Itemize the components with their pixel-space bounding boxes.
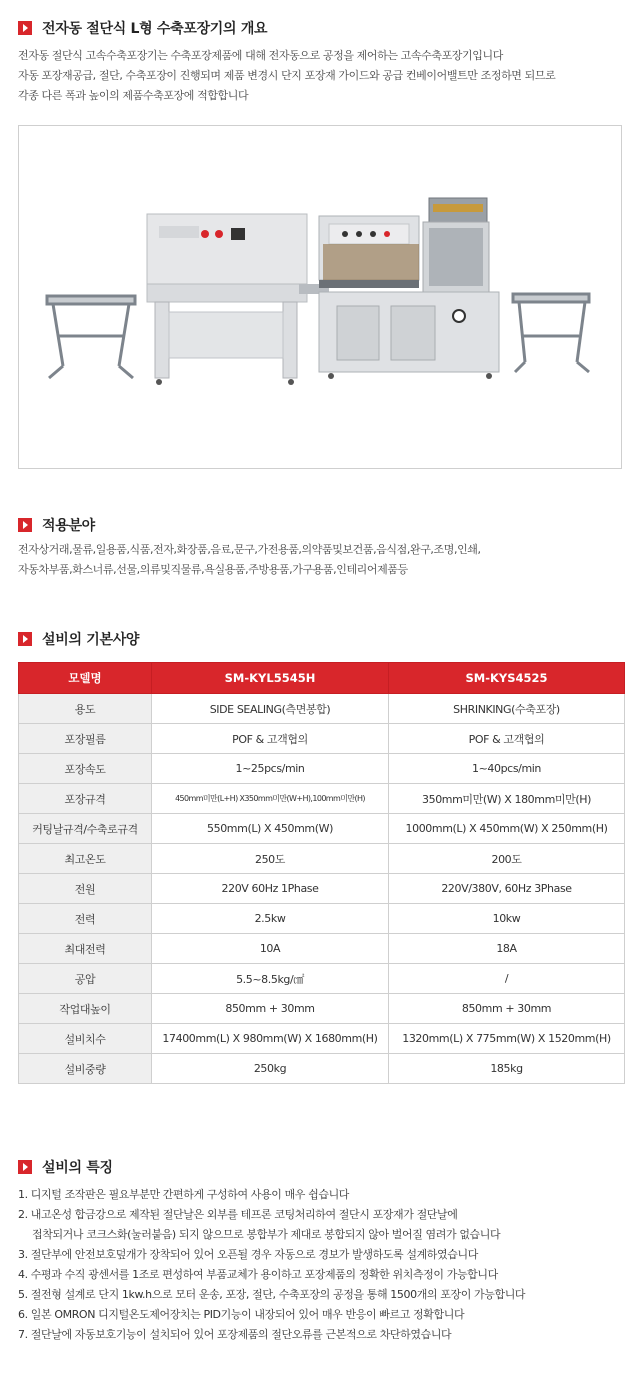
- spec-label: 작업대높이: [19, 994, 152, 1024]
- spec-row: [19, 994, 625, 1024]
- column-header-model: 모델명: [19, 663, 152, 694]
- spec-row: [19, 844, 625, 874]
- features-title: 설비의 특징: [42, 1160, 113, 1176]
- spec-value: 18A: [389, 934, 625, 964]
- spec-value: SIDE SEALING(측면봉합): [152, 694, 389, 724]
- spec-row: [19, 694, 625, 724]
- feature-item: 7. 절단날에 자동보호기능이 설치되어 있어 포장제품의 절단오류를 근본적으로 차단하였습니다: [18, 1328, 452, 1341]
- spec-label: 포장규격: [19, 784, 152, 814]
- spec-value: 850mm + 30mm: [389, 994, 625, 1024]
- spec-value: 10A: [152, 934, 389, 964]
- spec-row: [19, 754, 625, 784]
- overview-description: [18, 46, 624, 106]
- feature-item: 6. 일본 OMRON 디지털온도제어장치는 PID기능이 내장되어 있어 매우 반응이 빠르고 정확합니다: [18, 1308, 465, 1321]
- spec-row: [19, 934, 625, 964]
- applications-heading: [18, 515, 95, 535]
- spec-value: SHRINKING(수축포장): [389, 694, 625, 724]
- spec-label: 포장필름: [19, 724, 152, 754]
- spec-value: 185kg: [389, 1054, 625, 1084]
- specs-title: 설비의 기본사양: [42, 632, 140, 648]
- spec-value: 350mm미만(W) X 180mm미만(H): [389, 784, 625, 814]
- spec-value: 2.5kw: [152, 904, 389, 934]
- play-bullet-icon: [18, 518, 32, 532]
- overview-heading: [18, 18, 267, 38]
- shrink-wrap-machine-illustration: [19, 126, 621, 468]
- spec-label: 커팅날규격/수축로규격: [19, 814, 152, 844]
- specs-heading: [18, 629, 139, 649]
- spec-value: POF & 고객협의: [152, 724, 389, 754]
- spec-value: 17400mm(L) X 980mm(W) X 1680mm(H): [152, 1024, 389, 1054]
- spec-value: 850mm + 30mm: [152, 994, 389, 1024]
- column-header-model-a: SM-KYL5545H: [152, 663, 389, 694]
- spec-table: [18, 662, 625, 1084]
- overview-title: 전자동 절단식 L형 수축포장기의 개요: [42, 21, 268, 37]
- column-header-model-b: SM-KYS4525: [389, 663, 625, 694]
- spec-value: 250도: [152, 844, 389, 874]
- applications-line: 전자상거래,물류,일용품,식품,전자,화장품,음료,문구,가전용품,의약품및보건품,음식점,완구,조명,인쇄,: [18, 543, 481, 556]
- spec-value: 200도: [389, 844, 625, 874]
- spec-label: 최대전력: [19, 934, 152, 964]
- feature-item: 5. 절전형 설계로 단지 1kw.h으로 모터 운송, 포장, 절단, 수축포장의 공정을 통해 1500개의 포장이 가능합니다: [18, 1288, 526, 1301]
- spec-value: /: [389, 964, 625, 994]
- spec-row: [19, 1054, 625, 1084]
- spec-row: [19, 1024, 625, 1054]
- feature-item: 3. 절단부에 안전보호덮개가 장착되어 있어 오픈될 경우 자동으로 경보가 발생하도록 설계하였습니다: [18, 1248, 478, 1261]
- applications-line: 자동차부품,화스너류,선물,의류및직물류,욕실용품,주방용품,가구용품,인테리어제품등: [18, 563, 408, 576]
- spec-value: 1~40pcs/min: [389, 754, 625, 784]
- spec-header-row: [19, 663, 625, 694]
- spec-row: [19, 814, 625, 844]
- spec-row: [19, 964, 625, 994]
- spec-label: 최고온도: [19, 844, 152, 874]
- feature-item: 1. 디지털 조작판은 필요부분만 간편하게 구성하여 사용이 매우 쉽습니다: [18, 1188, 350, 1201]
- overview-line: 각종 다른 폭과 높이의 제품수축포장에 적합합니다: [18, 89, 249, 102]
- spec-label: 포장속도: [19, 754, 152, 784]
- features-heading: [18, 1157, 113, 1177]
- spec-row: [19, 874, 625, 904]
- machine-photo: [18, 125, 622, 469]
- spec-value: 550mm(L) X 450mm(W): [152, 814, 389, 844]
- spec-label: 전력: [19, 904, 152, 934]
- spec-label: 공압: [19, 964, 152, 994]
- feature-item-continuation: 접착되거나 코크스화(눌러붙음) 되지 않으므로 봉합부가 제대로 봉합되지 않아 벌어질 염려가 없습니다: [32, 1228, 501, 1241]
- overview-line: 자동 포장재공급, 절단, 수축포장이 진행되며 제품 변경시 단지 포장재 가이드와 공급 컨베이어밸트만 조정하면 되므로: [18, 69, 556, 82]
- applications-list: [18, 540, 624, 580]
- spec-row: [19, 724, 625, 754]
- spec-value: 5.5~8.5kg/㎠: [152, 964, 389, 994]
- spec-value: 220V/380V, 60Hz 3Phase: [389, 874, 625, 904]
- feature-item: 2. 내고온성 합금강으로 제작된 절단날은 외부를 테프론 코팅처리하여 절단시 포장재가 절단날에: [18, 1208, 458, 1221]
- spec-label: 설비치수: [19, 1024, 152, 1054]
- spec-value: 1320mm(L) X 775mm(W) X 1520mm(H): [389, 1024, 625, 1054]
- spec-label: 용도: [19, 694, 152, 724]
- spec-row: [19, 904, 625, 934]
- spec-value: 10kw: [389, 904, 625, 934]
- spec-label: 설비중량: [19, 1054, 152, 1084]
- spec-value: 220V 60Hz 1Phase: [152, 874, 389, 904]
- spec-label: 전원: [19, 874, 152, 904]
- applications-title: 적용분야: [42, 518, 95, 534]
- features-list: [18, 1185, 628, 1345]
- play-bullet-icon: [18, 1160, 32, 1174]
- spec-value: 250kg: [152, 1054, 389, 1084]
- spec-value: 450mm미만(L+H) X350mm미만(W+H),100mm미만(H): [152, 784, 389, 814]
- spec-row: [19, 784, 625, 814]
- play-bullet-icon: [18, 21, 32, 35]
- play-bullet-icon: [18, 632, 32, 646]
- overview-line: 전자동 절단식 고속수축포장기는 수축포장제품에 대해 전자동으로 공정을 제어하는 고속수축포장기입니다: [18, 49, 503, 62]
- spec-value: POF & 고객협의: [389, 724, 625, 754]
- spec-value: 1~25pcs/min: [152, 754, 389, 784]
- feature-item: 4. 수평과 수직 광센서를 1조로 편성하여 부품교체가 용이하고 포장제품의 정확한 위치측정이 가능합니다: [18, 1268, 498, 1281]
- spec-value: 1000mm(L) X 450mm(W) X 250mm(H): [389, 814, 625, 844]
